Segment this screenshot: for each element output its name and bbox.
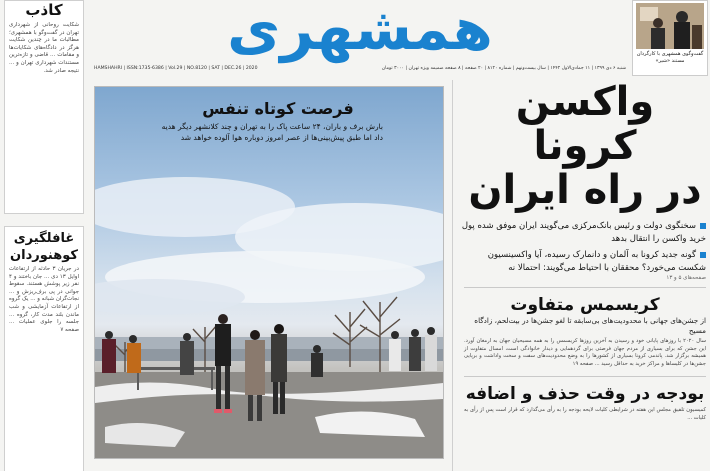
lead-page-ref: صفحه‌های ۵ و ۱۳ (666, 275, 706, 281)
christmas-body: سال ۲۰۲۰ با روزهای پایانی خود و رسیدن به آخرین روزها کریسمس را به همه مسیحیان جهان به ارمغان آورد. این جشن که برای بسیاری از مردم جهان فرصتی برای گردهمایی و دیدار خانوادگی است، امسال متفاوت از همیشه برگزار شد. پاندمی کرونا بسیاری از کشورها را به وضع محدودیت‌های سفت و سخت واداشت و برپایی جشن‌ها در کلیساها و مراکز خرید به حداقل رسید ... صفحه ۱۹ (464, 338, 706, 367)
lead-headline-line-1: واکسن کرونا (515, 79, 655, 169)
christmas-dek: از جشن‌های جهانی با محدودیت‌های بی‌سابقه تا لغو جشن‌ها در بیت‌لحم، زادگاه مسیح (474, 316, 706, 335)
photo-title: فرصت کوتاه تنفس (202, 99, 354, 118)
budget-story[interactable] (460, 383, 710, 424)
left-story-2-text: در جریان ۳ حادثه از ارتفاعات اوایل ۱۳ دی ... جان باختند و ۴ نفر زیر پوشش هستند. سقوط جوانی در پی برف‌ریزش و ... نجات‌گران شبانه و ... یک گروه از ارتفاعات آزمایشی و شب ماندن بلند مدت کار، گروه ... جلسه را جلوی عملیات ... صفحه ۷ (9, 266, 79, 333)
lead-headline-line-2: در راه ایران (468, 167, 702, 213)
photo-caption: بارش برف و باران، ۲۴ ساعت پاک را به تهران و چند کلانشهر دیگر هدیه داد اما طبق پیش‌بینی‌ها از عصر امروز دوباره هوا آلوده خواهد شد (161, 122, 383, 142)
left-story-heading: کاذب (25, 1, 63, 19)
left-story-2-heading: غافلگیری کوهنوردان (10, 231, 78, 263)
masthead-meta-persian: شنبه ۶ دی ۱۳۹۹ | ۱۱ جمادی‌الاول ۱۴۴۲ | سال بیست‌ونهم | شماره ۸۱۲۰ | ۲۰ صفحه | ۸ صفحه ضمیمه ویژه تهران | ۳۰۰۰ تومان (381, 66, 626, 71)
story-separator (464, 287, 706, 288)
lead-bullet-1 (460, 220, 710, 246)
budget-dek: کمیسیون تلفیق مجلس این هفته در شرایطی کلیات لایحه بودجه را به رأی می‌گذارد که قرار است پس از رأی به کلیات ... (464, 407, 706, 421)
left-story-text: شکایت روحانی از شهرداری تهران در گفت‌وگو با همشهری؛ مطالبات ما در چندین شکایت هرگز در دادگاه‌های شکایات‌ها و مقامات ... قاضی و تازه‌ترین مستندات شهرداری تهران و ... نتیجه صادر شد. (9, 22, 79, 74)
teaser-caption: گفت‌وگوی همشهری با کارگردان مستند «شیر» (636, 51, 704, 64)
top-right-teaser[interactable] (632, 0, 708, 76)
story-separator (464, 376, 706, 377)
christmas-story[interactable] (460, 294, 710, 370)
lead-bullet-2 (460, 249, 710, 275)
right-column (460, 80, 710, 471)
lead-story[interactable] (460, 80, 710, 281)
bullet-square-icon (700, 223, 706, 229)
left-column (4, 0, 84, 471)
column-divider (452, 80, 453, 471)
lead-photo[interactable] (94, 86, 444, 459)
lead-bullet-1-text: سخنگوی دولت و رئیس بانک‌مرکزی می‌گویند ایران موفق شده پول خرید واکسن را انتقال بدهد (461, 221, 706, 244)
left-story-box-2[interactable] (4, 226, 84, 471)
budget-headline: بودجه در وقت حذف و اضافه (465, 384, 705, 405)
lead-bullet-2-text: گونه جدید کرونا به آلمان و دانمارک رسیده، آیا واکسینسیون شکست می‌خورد؟ محققان با احتیاط می‌گویند: احتمالا نه (487, 250, 706, 273)
bullet-square-icon (700, 252, 706, 258)
masthead-meta (92, 66, 628, 74)
newspaper-logo[interactable]: همشهری (227, 0, 493, 63)
masthead (92, 0, 628, 71)
teaser-photo (636, 3, 704, 49)
left-story-box[interactable] (4, 0, 84, 214)
christmas-headline: کریسمس متفاوت (510, 295, 660, 315)
masthead-meta-latin: HAMSHAHRI | ISSN:1735-6386 | Vol.29 | NO.8120 | SAT | DEC.26 | 2020 (94, 66, 258, 71)
